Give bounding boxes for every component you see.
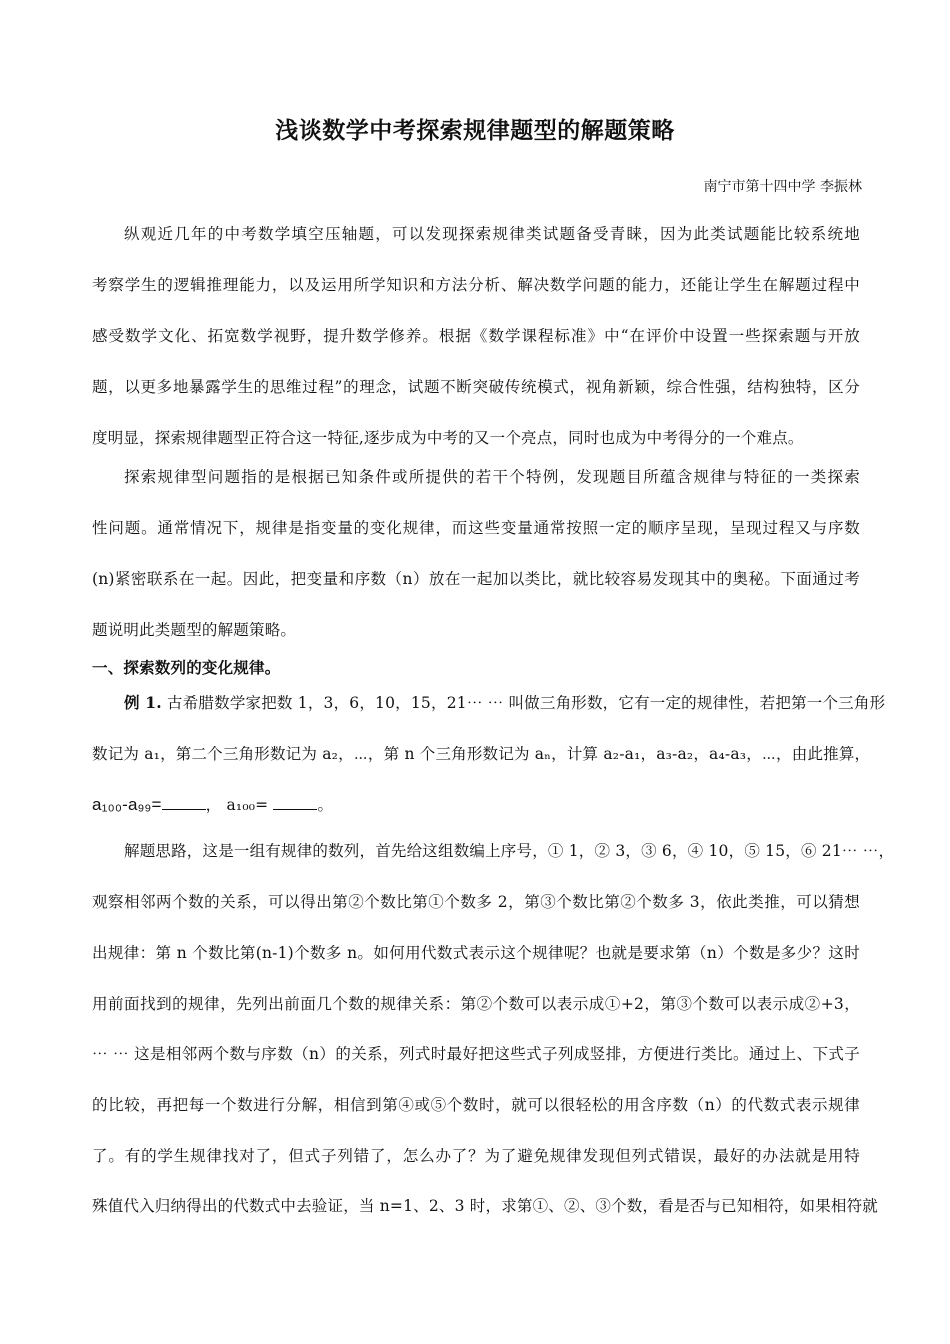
- example-expr-1: a₁₀₀-a₉₉=: [92, 795, 162, 814]
- example-label: 例 1.: [124, 693, 162, 712]
- intro-line-1: 纵观近几年的中考数学填空压轴题，可以发现探索规律类试题备受青睐，因为此类试题能比较系统地: [124, 225, 860, 243]
- solution-line-7: 了。有的学生规律找对了，但式子列错了，怎么办了？为了避免规律发现但列式错误，最好的办法就是用特: [92, 1147, 860, 1165]
- example-expr-end: 。: [317, 796, 334, 814]
- example-line-2: 数记为 a₁，第二个三角形数记为 a₂，⋯，第 n 个三角形数记为 aₙ，计算 a₂-a₁，a₃-a₂，a₄-a₃，⋯，由此推算，: [92, 745, 871, 763]
- intro-line-3: 感受数学文化、拓宽数学视野，提升数学修养。根据《数学课程标准》中“在评价中设置一些探索题与开放: [92, 327, 860, 345]
- author-line: 南宁市第十四中学 李振林: [703, 179, 862, 195]
- solution-line-1: 解题思路，这是一组有规律的数列，首先给这组数编上序号，① 1，② 3，③ 6，④ 10，⑤ 15，⑥ 21⋯ ⋯，: [124, 842, 895, 860]
- solution-line-4: 用前面找到的规律，先列出前面几个数的规律关系：第②个数可以表示成①+2，第③个数可以表示成②+3，: [92, 995, 860, 1013]
- example-text-1: 古希腊数学家把数 1，3，6，10，15，21⋯ ⋯ 叫做三角形数，它有一定的规律性，若把第一个三角形: [167, 694, 886, 712]
- para2-line-3: (n)紧密联系在一起。因此，把变量和序数（n）放在一起加以类比，就比较容易发现其中的奥秘。下面通过考: [92, 570, 860, 588]
- answer-blank-2[interactable]: [273, 796, 317, 810]
- para2-line-1: 探索规律型问题指的是根据已知条件或所提供的若干个特例，发现题目所蕴含规律与特征的一类探索: [124, 468, 860, 486]
- intro-line-2: 考察学生的逻辑推理能力，以及运用所学知识和方法分析、解决数学问题的能力，还能让学生在解题过程中: [92, 276, 860, 294]
- solution-line-8: 殊值代入归纳得出的代数式中去验证，当 n=1、2、3 时，求第①、②、③个数，看是否与已知相符，如果相符就: [92, 1197, 879, 1215]
- solution-line-5: ⋯ ⋯ 这是相邻两个数与序数（n）的关系，列式时最好把这些式子列成竖排，方便进行类比。通过上、下式子: [92, 1045, 860, 1063]
- intro-line-5: 度明显，探索规律题型正符合这一特征,逐步成为中考的又一个亮点，同时也成为中考得分的一个难点。: [92, 429, 804, 447]
- intro-line-4: 题，以更多地暴露学生的思维过程”的理念，试题不断突破传统模式，视角新颖，综合性强，结构独特，区分: [92, 378, 860, 396]
- solution-line-2: 观察相邻两个数的关系，可以得出第②个数比第①个数多 2，第③个数比第②个数多 3，依此类推，可以猜想: [92, 893, 860, 911]
- example-expr-2: ， a₁₀₀=: [205, 796, 274, 814]
- section-heading: 一、探索数列的变化规律。: [92, 658, 281, 677]
- solution-line-6: 的比较，再把每一个数进行分解，相信到第④或⑤个数时，就可以很轻松的用含序数（n）的代数式表示规律: [92, 1096, 860, 1114]
- para2-line-4: 题说明此类题型的解题策略。: [92, 621, 297, 639]
- answer-blank-1[interactable]: [162, 796, 206, 810]
- example-line-1: [124, 691, 886, 713]
- solution-line-3: 出规律：第 n 个数比第(n-1)个数多 n。如何用代数式表示这个规律呢？也就是要求第（n）个数是多少？这时: [92, 944, 860, 962]
- para2-line-2: 性问题。通常情况下，规律是指变量的变化规律，而这些变量通常按照一定的顺序呈现，呈现过程又与序数: [92, 519, 860, 537]
- document-title: 浅谈数学中考探索规律题型的解题策略: [275, 117, 675, 144]
- example-line-3: [92, 793, 860, 815]
